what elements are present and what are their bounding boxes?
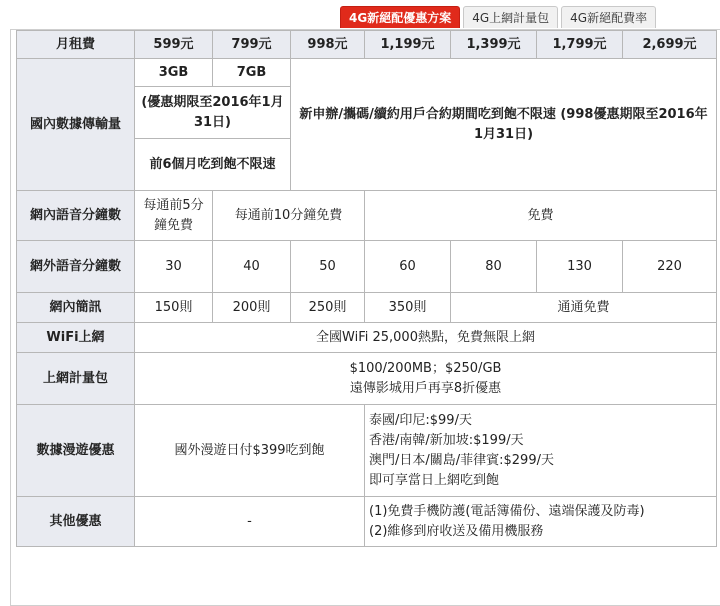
row-onnet-sms bbox=[17, 293, 717, 323]
row-label-roaming: 數據漫遊優惠 bbox=[17, 405, 135, 497]
tab-4g-plan-rates[interactable]: 4G新絕配費率 bbox=[561, 6, 656, 28]
data-799: 7GB bbox=[213, 59, 291, 87]
row-other-offers bbox=[17, 497, 717, 547]
offnet-voice-1399: 80 bbox=[451, 241, 537, 293]
roaming-rate-line: 香港/南韓/新加坡:$199/天 bbox=[369, 432, 524, 448]
offnet-voice-599: 30 bbox=[135, 241, 213, 293]
offnet-voice-2699: 220 bbox=[623, 241, 717, 293]
roaming-rate-line: 泰國/印尼:$99/天 bbox=[369, 412, 472, 428]
row-data-pack bbox=[17, 353, 717, 405]
roaming-regional-rates bbox=[365, 405, 717, 497]
offnet-voice-998: 50 bbox=[291, 241, 365, 293]
plan-1799: 1,799元 bbox=[537, 31, 623, 59]
sms-599: 150則 bbox=[135, 293, 213, 323]
data-promo-period: (優惠期限至2016年1月31日) bbox=[135, 87, 291, 139]
plan-2699: 2,699元 bbox=[623, 31, 717, 59]
sms-free: 通通免費 bbox=[451, 293, 717, 323]
row-label-data-pack: 上網計量包 bbox=[17, 353, 135, 405]
row-label-monthly-fee: 月租費 bbox=[17, 31, 135, 59]
data-unlimited: 新申辦/攜碼/續約用戶合約期間吃到飽不限速 (998優惠期限至2016年1月31日) bbox=[291, 59, 717, 191]
plan-799: 799元 bbox=[213, 31, 291, 59]
offnet-voice-1799: 130 bbox=[537, 241, 623, 293]
plan-1399: 1,399元 bbox=[451, 31, 537, 59]
data-first-six-months: 前6個月吃到飽不限速 bbox=[135, 139, 291, 191]
row-monthly-fee bbox=[17, 31, 717, 59]
data-pack-prices: $100/200MB；$250/GB bbox=[349, 360, 502, 376]
data-pack-value bbox=[135, 353, 717, 405]
row-label-onnet-voice: 網內語音分鐘數 bbox=[17, 191, 135, 241]
row-offnet-voice bbox=[17, 241, 717, 293]
offnet-voice-799: 40 bbox=[213, 241, 291, 293]
row-label-other-offers: 其他優惠 bbox=[17, 497, 135, 547]
other-offers-none: - bbox=[135, 497, 365, 547]
plan-tabs bbox=[340, 6, 656, 30]
wifi-value: 全國WiFi 25,000熱點，免費無限上網 bbox=[135, 323, 717, 353]
row-label-offnet-voice: 網外語音分鐘數 bbox=[17, 241, 135, 293]
onnet-voice-599: 每通前5分鐘免費 bbox=[135, 191, 213, 241]
data-pack-discount: 遠傳影城用戶再享8折優惠 bbox=[349, 380, 502, 396]
roaming-rate-line: 即可享當日上網吃到飽 bbox=[369, 472, 500, 488]
tab-4g-data-pack[interactable]: 4G上網計量包 bbox=[463, 6, 558, 28]
sms-799: 200則 bbox=[213, 293, 291, 323]
other-offers-list bbox=[365, 497, 717, 547]
onnet-voice-free: 免費 bbox=[365, 191, 717, 241]
row-label-wifi: WiFi上網 bbox=[17, 323, 135, 353]
roaming-daily-pass: 國外漫遊日付$399吃到飽 bbox=[135, 405, 365, 497]
row-label-onnet-sms: 網內簡訊 bbox=[17, 293, 135, 323]
row-label-data: 國內數據傳輸量 bbox=[17, 59, 135, 191]
data-599: 3GB bbox=[135, 59, 213, 87]
offnet-voice-1199: 60 bbox=[365, 241, 451, 293]
tab-4g-plan-offers[interactable]: 4G新絕配優惠方案 bbox=[340, 6, 460, 28]
plan-998: 998元 bbox=[291, 31, 365, 59]
row-data bbox=[17, 59, 717, 87]
onnet-voice-799-998: 每通前10分鐘免費 bbox=[213, 191, 365, 241]
other-offer-item: (1)免費手機防護(電話簿備份、遠端保護及防毒) bbox=[369, 503, 645, 519]
sms-1199: 350則 bbox=[365, 293, 451, 323]
plan-comparison-table bbox=[16, 30, 717, 547]
roaming-rate-line: 澳門/日本/關島/菲律賓:$299/天 bbox=[369, 452, 554, 468]
other-offer-item: (2)維修到府收送及備用機服務 bbox=[369, 523, 544, 539]
plan-599: 599元 bbox=[135, 31, 213, 59]
row-onnet-voice bbox=[17, 191, 717, 241]
row-wifi bbox=[17, 323, 717, 353]
plan-1199: 1,199元 bbox=[365, 31, 451, 59]
sms-998: 250則 bbox=[291, 293, 365, 323]
row-roaming bbox=[17, 405, 717, 497]
